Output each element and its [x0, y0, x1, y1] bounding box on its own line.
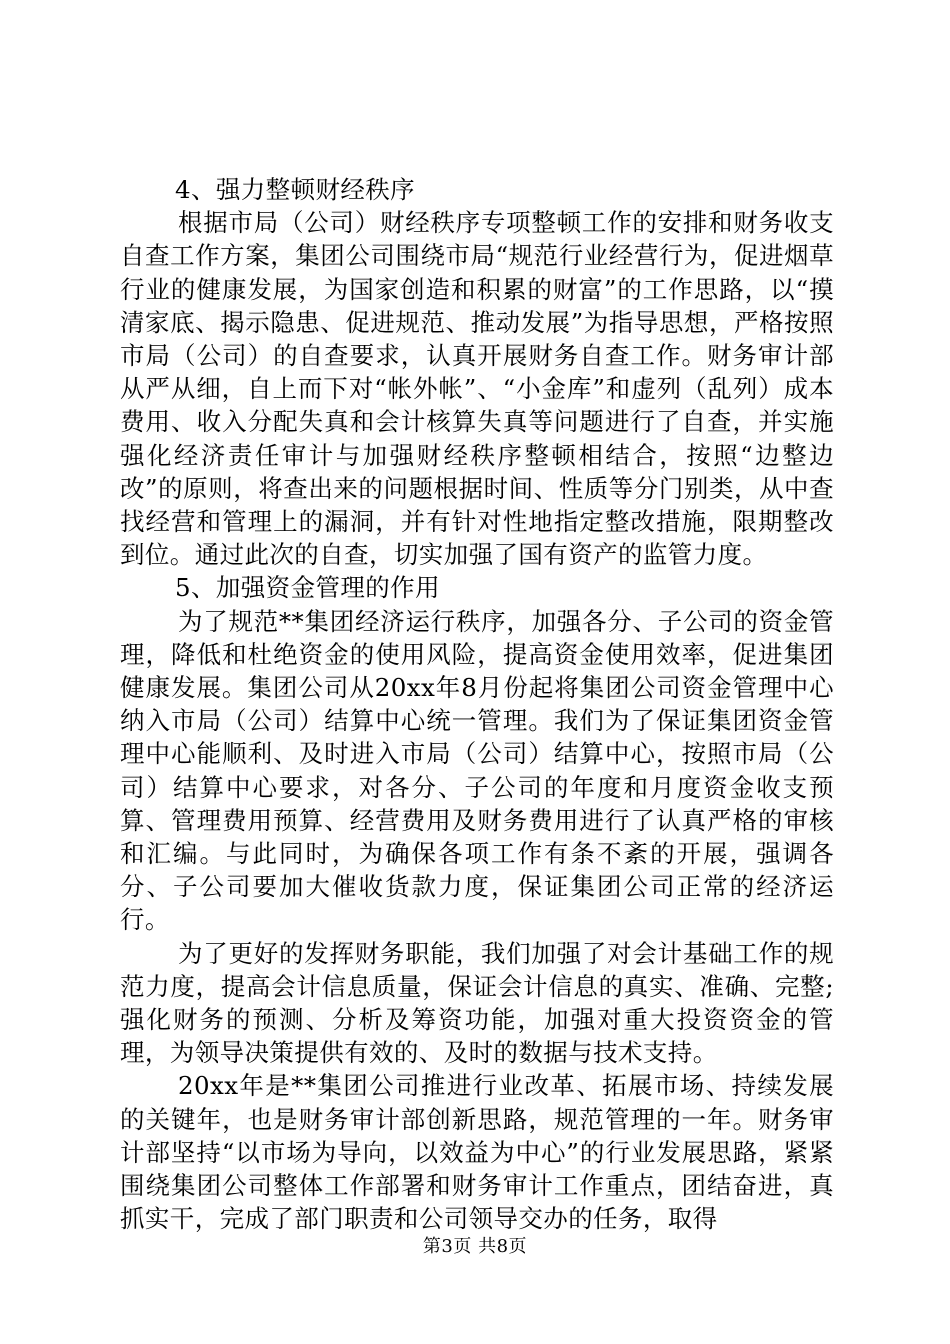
annual-summary-paragraph: 20xx年是**集团公司推进行业改革、拓展市场、持续发展的关键年，也是财务审计部创新思路，规范管理的一年。财务审计部坚持“以市场为导向，以效益为中心”的行业发展思路，紧紧围绕集团公司整体工作部署和财务审计工作重点，团结奋进，真抓实干，完成了部门职责和公司领导交办的任务，取得 [120, 1071, 834, 1234]
section-4-paragraph: 根据市局（公司）财经秩序专项整顿工作的安排和财务收支自查工作方案，集团公司围绕市局“规范行业经营行为，促进烟草行业的健康发展，为国家创造和积累的财富”的工作思路，以“摸清家底、揭示隐患、促进规范、推动发展”为指导思想，严格按照市局（公司）的自查要求，认真开展财务自查工作。财务审计部从严从细，自上而下对“帐外帐”、“小金库”和虚列（乱列）成本费用、收入分配失真和会计核算失真等问题进行了自查，并实施强化经济责任审计与加强财经秩序整顿相结合，按照“边整边改”的原则，将查出来的问题根据时间、性质等分门别类，从中查找经营和管理上的漏洞，并有针对性地指定整改措施，限期整改到位。通过此次的自查，切实加强了国有资产的监管力度。 [120, 208, 834, 570]
section-5-heading: 5、加强资金管理的作用 [175, 573, 440, 603]
section-5-paragraph: 为了规范**集团经济运行秩序，加强各分、子公司的资金管理，降低和杜绝资金的使用风险，提高资金使用效率，促进集团健康发展。集团公司从20xx年8月份起将集团公司资金管理中心纳入市局（公司）结算中心统一管理。我们为了保证集团资金管理中心能顺利、及时进入市局（公司）结算中心，按照市局（公司）结算中心要求，对各分、子公司的年度和月度资金收支预算、管理费用预算、经营费用及财务费用进行了认真严格的审核和汇编。与此同时，为确保各项工作有条不紊的开展，强调各分、子公司要加大催收货款力度，保证集团公司正常的经济运行。 [120, 606, 834, 935]
section-4-heading: 4、强力整顿财经秩序 [175, 175, 416, 204]
document-body [120, 173, 834, 1236]
finance-function-paragraph: 为了更好的发挥财务职能，我们加强了对会计基础工作的规范力度，提高会计信息质量，保证会计信息的真实、准确、完整;强化财务的预测、分析及筹资功能，加强对重大投资资金的管理，为领导决策提供有效的、及时的数据与技术支持。 [120, 938, 834, 1068]
page-number-footer: 第3页 共8页 [422, 1236, 528, 1257]
